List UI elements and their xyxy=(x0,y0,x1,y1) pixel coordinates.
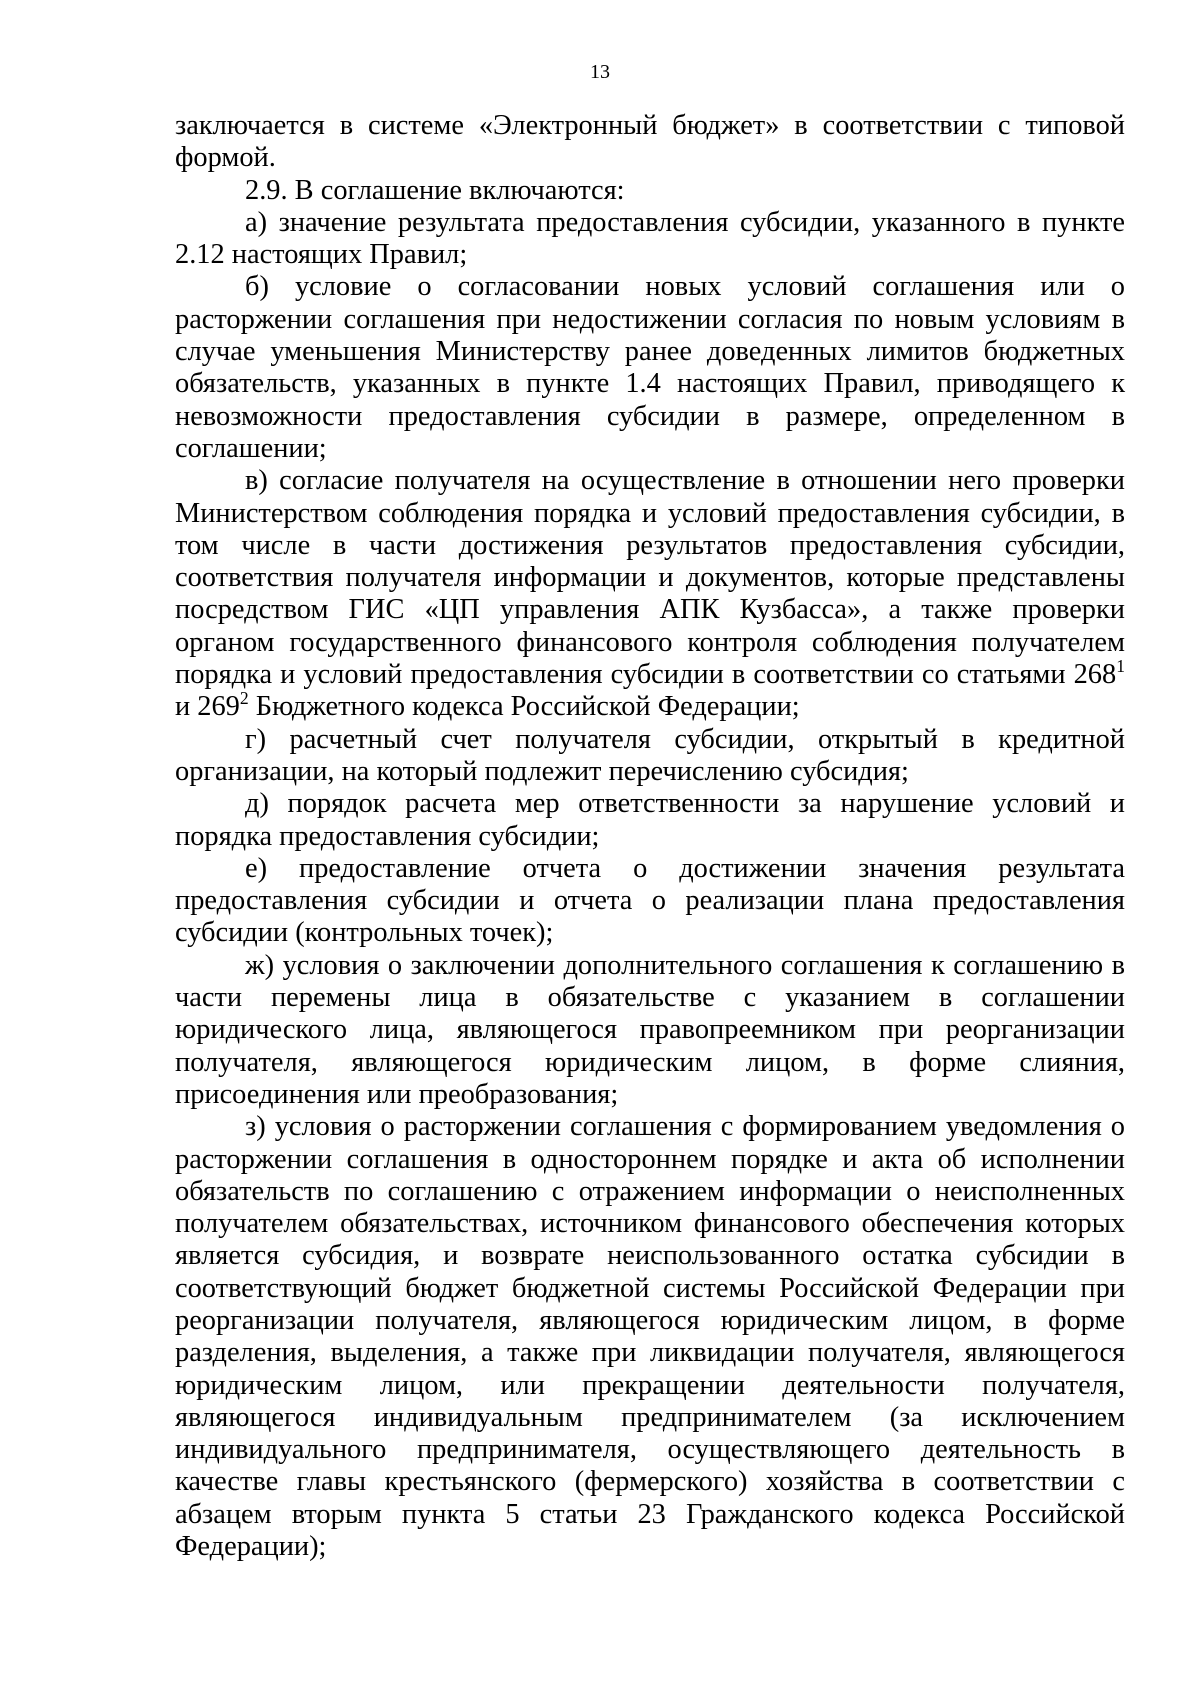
paragraph-item-a: а) значение результата предоставления субсидии, указанного в пункте 2.12 настоящих Правил; xyxy=(175,206,1125,271)
paragraph-item-d: д) порядок расчета мер ответственности за нарушение условий и порядка предоставления субсидии; xyxy=(175,788,1125,852)
paragraph-item-v xyxy=(175,465,1125,723)
paragraph-item-v-text-after: Бюджетного кодекса Российской Федерации; xyxy=(248,691,800,723)
page-number: 13 xyxy=(590,61,610,83)
footnote-superscript-2: 2 xyxy=(239,688,249,709)
paragraph-section-2-9: 2.9. В соглашение включаются: xyxy=(245,174,625,206)
paragraph-item-e: е) предоставление отчета о достижении значения результата предоставления субсидии и отчета о реализации плана предоставления субсидии (контрольных точек); xyxy=(175,852,1125,949)
document-body xyxy=(175,110,1125,1563)
footnote-superscript-1: 1 xyxy=(1116,656,1125,677)
paragraph-item-z: з) условия о расторжении соглашения с формированием уведомления о расторжении соглашения в одностороннем порядке и акта об исполнении обязательств по соглашению с отражением информации о неисполненных получателем обязательствах, источником финансового обеспечения которых является субсидия, и возврате неиспользованного остатка субсидии в соответствующий бюджет бюджетной системы Российской Федерации при реорганизации получателя, являющегося юридическим лицом, в форме разделения, выделения, а также при ликвидации получателя, являющегося юридическим лицом, или прекращении деятельности получателя, являющегося индивидуальным предпринимателем (за исключением индивидуального предпринимателя, осуществляющего деятельность в качестве главы крестьянского (фермерского) хозяйства в соответствии с абзацем вторым пункта 5 статьи 23 Гражданского кодекса Российской Федерации); xyxy=(175,1111,1125,1563)
paragraph-item-g: г) расчетный счет получателя субсидии, открытый в кредитной организации, на который подлежит перечислению субсидия; xyxy=(175,723,1125,787)
paragraph-item-v-text-before: в) согласие получателя на осуществление в отношении него проверки Министерством соблюдения порядка и условий предоставления субсидии, в том числе в части достижения результатов предоставления субсидии, соответствия получателя информации и документов, которые представлены посредством ГИС «ЦП управления АПК Кузбасса», а также проверки органом государственного финансового контроля соблюдения получателем порядка и условий предоставления субсидии в соответствии со статьями 268 xyxy=(175,465,1125,691)
paragraph-continuation: заключается в системе «Электронный бюджет» в соответствии с типовой формой. xyxy=(175,110,1125,174)
paragraph-item-v-text-middle: и 269 xyxy=(175,691,240,723)
paragraph-item-zh: ж) условия о заключении дополнительного соглашения к соглашению в части перемены лица в обязательстве с указанием в соглашении юридического лица, являющегося правопреемником при реорганизации получателя, являющегося юридическим лицом, в форме слияния, присоединения или преобразования; xyxy=(175,949,1125,1110)
paragraph-item-b: б) условие о согласовании новых условий соглашения или о расторжении соглашения при недостижении согласия по новым условиям в случае уменьшения Министерству ранее доведенных лимитов бюджетных обязательств, указанных в пункте 1.4 настоящих Правил, приводящего к невозможности предоставления субсидии в размере, определенном в соглашении; xyxy=(175,271,1125,464)
